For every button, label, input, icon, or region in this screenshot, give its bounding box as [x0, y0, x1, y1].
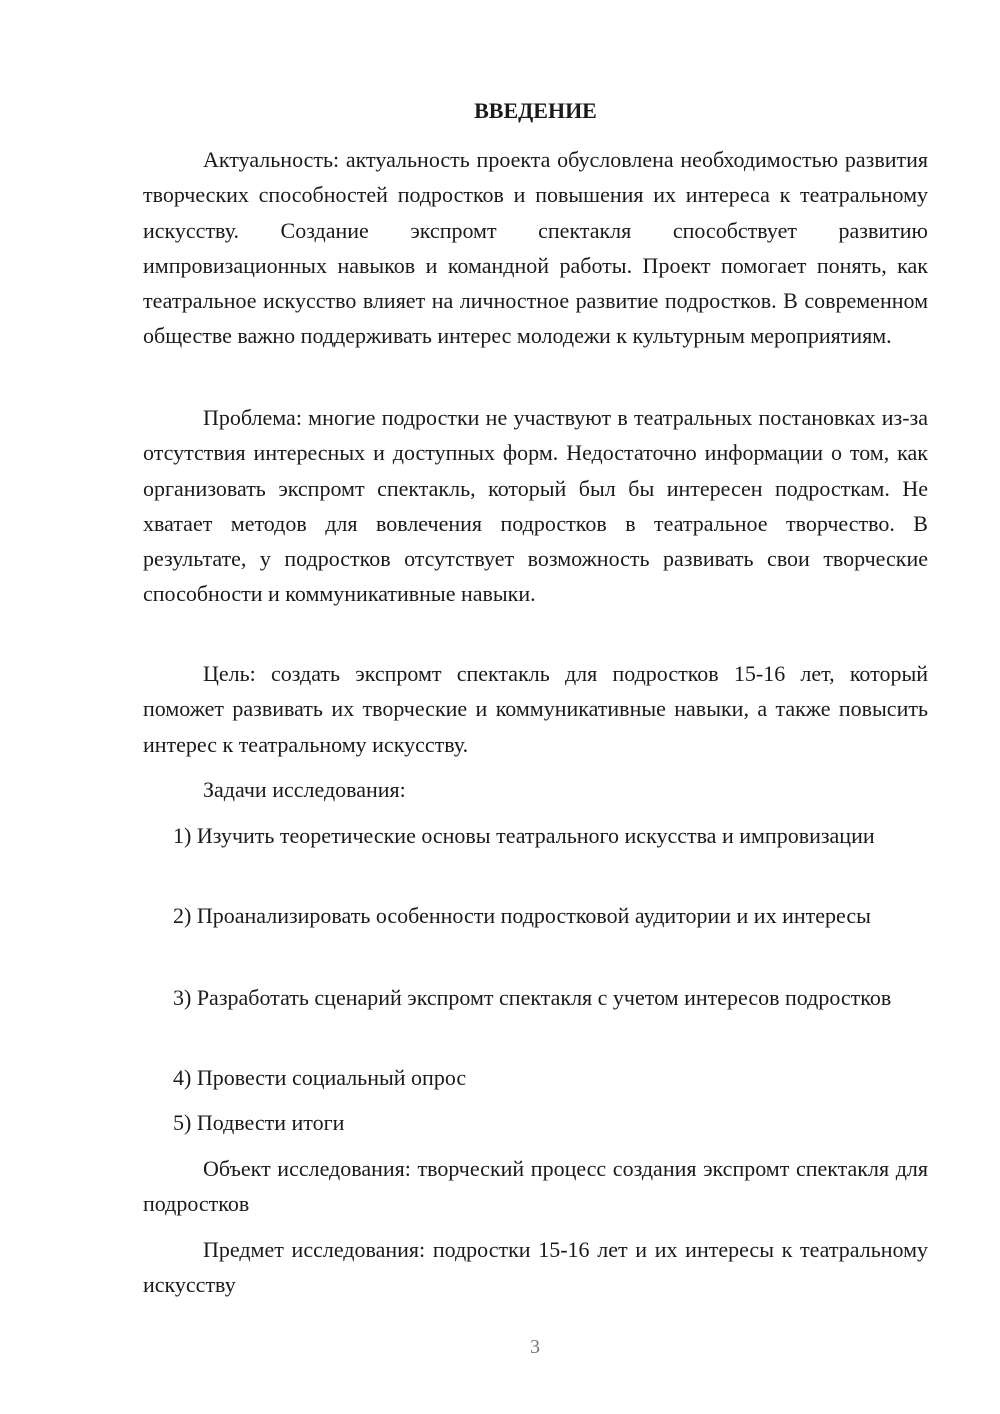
tasks-heading: Задачи исследования:: [203, 777, 406, 802]
task-item-1: 1) Изучить теоретические основы театрального искусства и импровизации: [173, 823, 875, 848]
task-item-4: 4) Провести социальный опрос: [173, 1065, 467, 1090]
page-title: ВВЕДЕНИЕ: [474, 98, 597, 123]
task-item-2: 2) Проанализировать особенности подростковой аудитории и их интересы: [173, 903, 871, 928]
paragraph-goal: Цель: создать экспромт спектакль для подростков 15-16 лет, который поможет развивать их творческие и коммуникативные навыки, а также повысить интерес к театральному искусству.: [143, 661, 928, 757]
task-item-3: 3) Разработать сценарий экспромт спектакля с учетом интересов подростков: [173, 985, 892, 1010]
page-number: 3: [530, 1336, 540, 1358]
paragraph-object: Объект исследования: творческий процесс создания экспромт спектакля для подростков: [143, 1156, 928, 1217]
task-item-5: 5) Подвести итоги: [173, 1110, 345, 1135]
paragraph-subject: Предмет исследования: подростки 15-16 лет и их интересы к театральному искусству: [143, 1237, 928, 1298]
paragraph-problem: Проблема: многие подростки не участвуют в театральных постановках из-за отсутствия интересных и доступных форм. Недостаточно информации о том, как организовать экспромт спектакль, который был бы интересен подросткам. Не хватает методов для вовлечения подростков в театральное творчество. В результате, у подростков отсутствует возможность развивать свои творческие способности и коммуникативные навыки.: [143, 405, 928, 607]
paragraph-relevance: Актуальность: актуальность проекта обусловлена необходимостью развития творческих способностей подростков и повышения их интереса к театральному искусству. Создание экспромт спектакля способствует развитию импровизационных навыков и командной работы. Проект помогает понять, как театральное искусство влияет на личностное развитие подростков. В современном обществе важно поддерживать интерес молодежи к культурным мероприятиям.: [143, 147, 928, 349]
